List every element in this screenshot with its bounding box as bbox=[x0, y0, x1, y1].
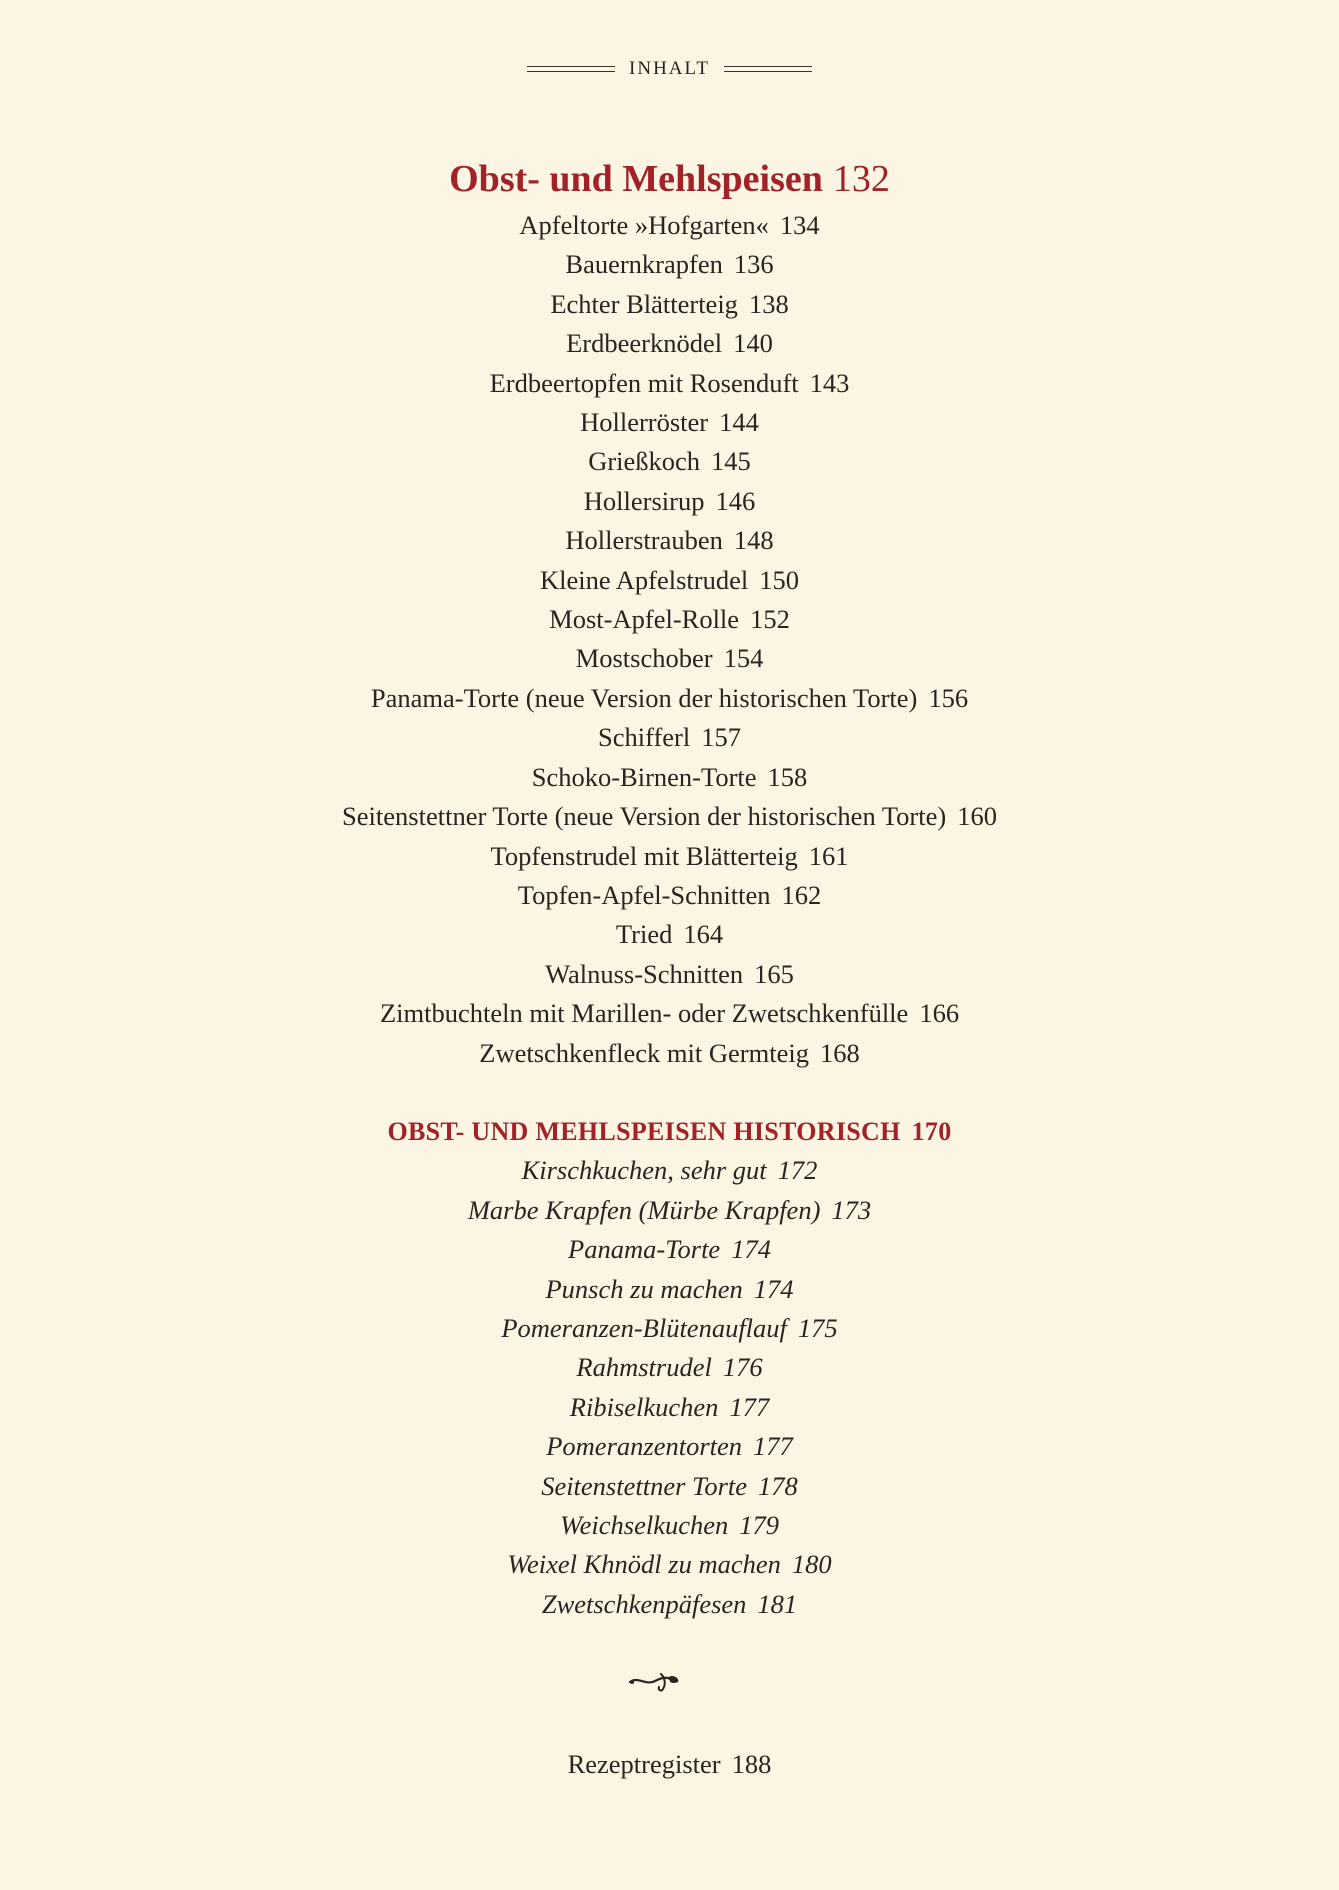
toc-entry[interactable] bbox=[0, 876, 1339, 915]
header-rule-left bbox=[527, 66, 615, 72]
toc-entry-page: 174 bbox=[731, 1234, 771, 1265]
toc-entry[interactable] bbox=[0, 1388, 1339, 1427]
toc-entry-page: 144 bbox=[719, 407, 759, 438]
toc-entry-title: Ribiselkuchen bbox=[569, 1391, 719, 1422]
toc-entry[interactable] bbox=[0, 1034, 1339, 1073]
toc-entry-page: 175 bbox=[797, 1312, 838, 1343]
toc-entry-page: 173 bbox=[831, 1194, 872, 1225]
toc-entry[interactable] bbox=[0, 1585, 1339, 1624]
toc-entry[interactable] bbox=[0, 442, 1339, 481]
toc-entry-page: 152 bbox=[750, 604, 790, 635]
toc-entry-page: 177 bbox=[729, 1391, 770, 1422]
toc-entry[interactable] bbox=[0, 639, 1339, 678]
toc-entry[interactable] bbox=[0, 364, 1339, 403]
recipe-index-title: Rezeptregister bbox=[567, 1749, 721, 1779]
toc-entry-title: Seitenstettner Torte (neue Version der historischen Torte) bbox=[342, 801, 947, 832]
toc-entry-page: 168 bbox=[819, 1037, 860, 1068]
toc-entry-page: 178 bbox=[758, 1470, 798, 1501]
toc-entry[interactable] bbox=[0, 955, 1339, 994]
toc-entry-title: Panama-Torte (neue Version der historischen Torte) bbox=[370, 682, 918, 713]
toc-entry-title: Seitenstettner Torte bbox=[541, 1470, 748, 1501]
toc-entry-page: 158 bbox=[767, 761, 808, 792]
toc-entry-page: 172 bbox=[777, 1155, 818, 1186]
header-rule-right bbox=[724, 66, 812, 72]
toc-entry-title: Erdbeerknödel bbox=[566, 328, 723, 359]
toc-entry-title: Punsch zu machen bbox=[545, 1273, 743, 1304]
toc-entry[interactable] bbox=[0, 837, 1339, 876]
toc-entry[interactable] bbox=[0, 1348, 1339, 1387]
section-heading-page: 132 bbox=[832, 158, 890, 200]
toc-entry-page: 166 bbox=[919, 998, 960, 1029]
historical-heading-page: 170 bbox=[911, 1116, 952, 1146]
toc-entry[interactable] bbox=[0, 1309, 1339, 1348]
toc-entry-title: Topfenstrudel mit Blätterteig bbox=[490, 840, 798, 871]
toc-entry-title: Erdbeertopfen mit Rosenduft bbox=[489, 367, 799, 398]
toc-entry[interactable] bbox=[0, 561, 1339, 600]
toc-entry-page: 136 bbox=[733, 249, 774, 280]
toc-entry-title: Marbe Krapfen (Mürbe Krapfen) bbox=[467, 1194, 821, 1225]
toc-entry-page: 150 bbox=[759, 564, 799, 595]
toc-entry-page: 174 bbox=[753, 1273, 794, 1304]
toc-entry-page: 146 bbox=[715, 485, 756, 516]
toc-entry[interactable] bbox=[0, 797, 1339, 836]
toc-entry-page: 148 bbox=[733, 525, 774, 556]
toc-entry[interactable] bbox=[0, 600, 1339, 639]
toc-entry-title: Topfen-Apfel-Schnitten bbox=[517, 879, 771, 910]
running-header bbox=[0, 58, 1339, 80]
toc-entry-title: Pomeranzen-Blütenauflauf bbox=[501, 1312, 787, 1343]
toc-entry[interactable] bbox=[0, 206, 1339, 245]
toc-entry-page: 134 bbox=[779, 210, 820, 240]
historical-entry-list bbox=[0, 1151, 1339, 1624]
toc-entry-title: Kleine Apfelstrudel bbox=[539, 564, 749, 595]
toc-entry-page: 177 bbox=[753, 1431, 793, 1462]
toc-entry[interactable] bbox=[0, 915, 1339, 954]
running-title: INHALT bbox=[629, 58, 710, 79]
toc-entry-title: Zwetschkenpäfesen bbox=[541, 1588, 747, 1619]
toc-entry-title: Panama-Torte bbox=[568, 1234, 721, 1265]
toc-entry-title: Schoko-Birnen-Torte bbox=[531, 761, 757, 792]
toc-entry-title: Kirschkuchen, sehr gut bbox=[521, 1155, 767, 1186]
toc-entry-page: 180 bbox=[791, 1549, 832, 1580]
toc-entry[interactable] bbox=[0, 1545, 1339, 1584]
toc-entry-page: 143 bbox=[809, 367, 850, 398]
toc-entry-page: 176 bbox=[722, 1352, 763, 1383]
toc-entry-title: Hollersirup bbox=[583, 485, 705, 516]
toc-entry-page: 140 bbox=[733, 328, 773, 359]
section-heading[interactable] bbox=[0, 152, 1339, 206]
toc-entry[interactable] bbox=[0, 758, 1339, 797]
fleuron-icon bbox=[628, 1666, 682, 1696]
toc-entry-title: Zimtbuchteln mit Marillen- oder Zwetschkenfülle bbox=[379, 998, 909, 1029]
toc-entry[interactable] bbox=[0, 994, 1339, 1033]
historical-heading[interactable] bbox=[0, 1112, 1339, 1151]
toc-entry[interactable] bbox=[0, 679, 1339, 718]
toc-entry-page: 164 bbox=[683, 919, 724, 950]
toc-entry-page: 181 bbox=[757, 1588, 798, 1619]
toc-entry-title: Schifferl bbox=[598, 722, 691, 753]
toc-entry-title: Apfeltorte »Hofgarten« bbox=[519, 210, 769, 240]
toc-entry-page: 156 bbox=[928, 682, 969, 713]
recipe-index-entry[interactable] bbox=[0, 1745, 1339, 1784]
toc-entry-title: Echter Blätterteig bbox=[550, 288, 738, 319]
toc-entry[interactable] bbox=[0, 1270, 1339, 1309]
toc-entry-page: 160 bbox=[957, 801, 997, 832]
toc-entry-page: 157 bbox=[701, 722, 741, 753]
toc-entry[interactable] bbox=[0, 718, 1339, 757]
toc-entry[interactable] bbox=[0, 1427, 1339, 1466]
toc-entry-page: 145 bbox=[711, 446, 751, 477]
toc-entry[interactable] bbox=[0, 482, 1339, 521]
toc-entry[interactable] bbox=[0, 1506, 1339, 1545]
section-heading-title: Obst- und Mehlspeisen bbox=[449, 158, 823, 200]
toc-entry[interactable] bbox=[0, 324, 1339, 363]
toc-entry[interactable] bbox=[0, 1191, 1339, 1230]
toc-entry[interactable] bbox=[0, 403, 1339, 442]
toc-entry-title: Hollerstrauben bbox=[565, 525, 723, 556]
toc-entry-page: 165 bbox=[754, 958, 794, 989]
section-entry-list bbox=[0, 206, 1339, 1073]
toc-entry-page: 161 bbox=[808, 840, 849, 871]
toc-entry-title: Grießkoch bbox=[588, 446, 701, 477]
toc-entry-title: Weichselkuchen bbox=[559, 1510, 729, 1540]
toc-entry[interactable] bbox=[0, 1151, 1339, 1190]
toc-entry[interactable] bbox=[0, 285, 1339, 324]
toc-entry-title: Mostschober bbox=[575, 643, 713, 674]
toc-entry-title: Most-Apfel-Rolle bbox=[549, 604, 740, 635]
toc-entry-title: Rahmstrudel bbox=[576, 1352, 712, 1383]
toc-entry-page: 154 bbox=[723, 643, 764, 674]
toc-entry-page: 138 bbox=[748, 288, 789, 319]
toc-entry[interactable] bbox=[0, 1230, 1339, 1269]
toc-entry-page: 162 bbox=[781, 879, 822, 910]
toc-entry-title: Pomeranzentorten bbox=[546, 1431, 743, 1462]
toc-entry[interactable] bbox=[0, 1467, 1339, 1506]
toc-entry[interactable] bbox=[0, 245, 1339, 284]
toc-entry-title: Walnuss-Schnitten bbox=[545, 958, 744, 989]
toc-entry-page: 179 bbox=[739, 1510, 779, 1540]
toc-entry-title: Bauernkrapfen bbox=[565, 249, 723, 280]
historical-heading-title: OBST- UND MEHLSPEISEN HISTORISCH bbox=[387, 1116, 901, 1146]
toc-entry-title: Zwetschkenfleck mit Germteig bbox=[479, 1037, 809, 1068]
recipe-index-page: 188 bbox=[731, 1749, 772, 1779]
toc-entry-title: Hollerröster bbox=[580, 407, 709, 438]
toc-entry[interactable] bbox=[0, 521, 1339, 560]
table-of-contents bbox=[0, 152, 1339, 1624]
toc-entry-title: Tried bbox=[615, 919, 673, 950]
toc-entry-title: Weixel Khnödl zu machen bbox=[507, 1549, 781, 1580]
